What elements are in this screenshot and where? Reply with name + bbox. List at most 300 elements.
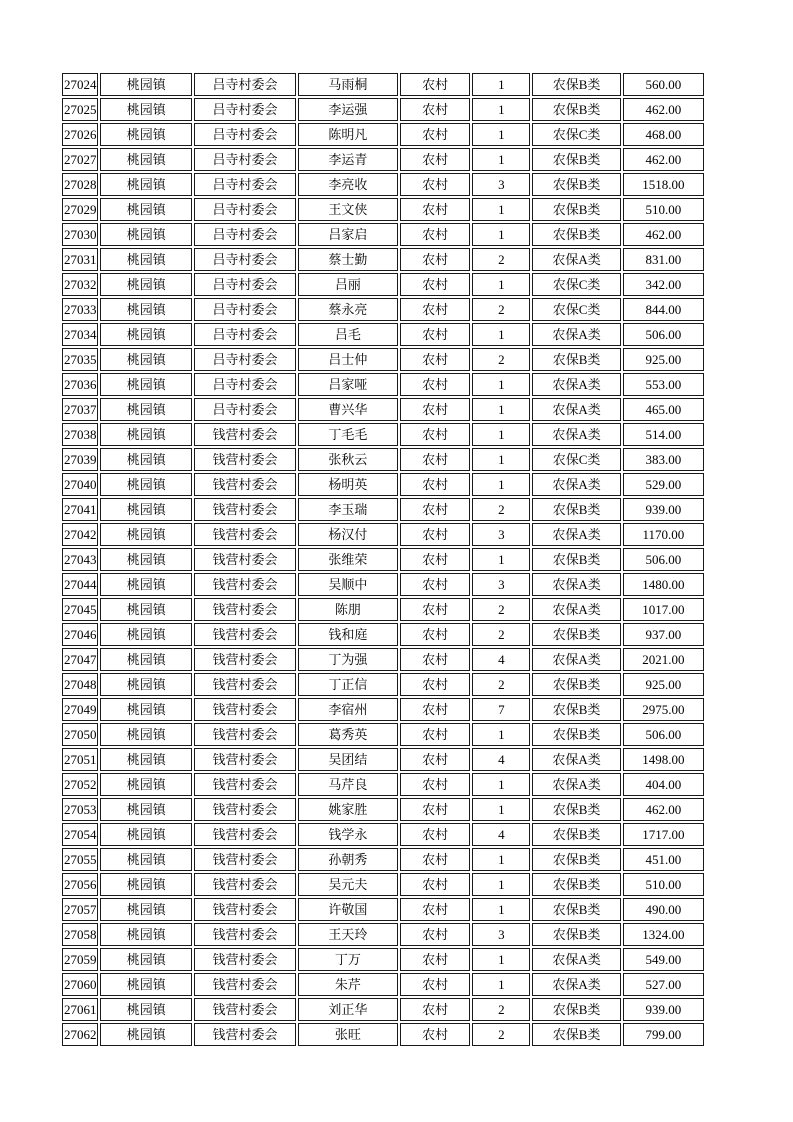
cell-area_type: 农村	[400, 973, 470, 996]
cell-id: 27061	[62, 998, 98, 1021]
cell-area_type: 农村	[400, 223, 470, 246]
cell-amount: 510.00	[623, 873, 704, 896]
cell-name: 葛秀英	[298, 723, 398, 746]
cell-id: 27042	[62, 523, 98, 546]
cell-id: 27026	[62, 123, 98, 146]
cell-person_count: 1	[472, 898, 530, 921]
cell-area_type: 农村	[400, 548, 470, 571]
cell-village: 吕寺村委会	[194, 323, 295, 346]
cell-area_type: 农村	[400, 998, 470, 1021]
cell-name: 王文侠	[298, 198, 398, 221]
cell-village: 吕寺村委会	[194, 73, 295, 96]
cell-category: 农保B类	[532, 898, 620, 921]
cell-name: 李运青	[298, 148, 398, 171]
table-row	[62, 823, 704, 846]
cell-id: 27052	[62, 773, 98, 796]
cell-id: 27037	[62, 398, 98, 421]
cell-area_type: 农村	[400, 773, 470, 796]
cell-village: 钱营村委会	[194, 948, 295, 971]
cell-area_type: 农村	[400, 98, 470, 121]
cell-village: 吕寺村委会	[194, 98, 295, 121]
cell-village: 吕寺村委会	[194, 398, 295, 421]
cell-town: 桃园镇	[100, 123, 192, 146]
cell-id: 27045	[62, 598, 98, 621]
cell-person_count: 4	[472, 823, 530, 846]
cell-category: 农保B类	[532, 198, 620, 221]
cell-category: 农保B类	[532, 223, 620, 246]
cell-name: 刘正华	[298, 998, 398, 1021]
table-row	[62, 398, 704, 421]
cell-amount: 462.00	[623, 223, 704, 246]
cell-town: 桃园镇	[100, 148, 192, 171]
cell-amount: 506.00	[623, 323, 704, 346]
cell-town: 桃园镇	[100, 573, 192, 596]
cell-name: 马芹良	[298, 773, 398, 796]
cell-town: 桃园镇	[100, 623, 192, 646]
cell-area_type: 农村	[400, 448, 470, 471]
cell-town: 桃园镇	[100, 298, 192, 321]
cell-name: 吴顺中	[298, 573, 398, 596]
cell-amount: 383.00	[623, 448, 704, 471]
cell-id: 27043	[62, 548, 98, 571]
cell-village: 钱营村委会	[194, 748, 295, 771]
cell-amount: 553.00	[623, 373, 704, 396]
cell-area_type: 农村	[400, 673, 470, 696]
cell-village: 钱营村委会	[194, 698, 295, 721]
table-row	[62, 698, 704, 721]
cell-name: 许敬国	[298, 898, 398, 921]
cell-name: 陈明凡	[298, 123, 398, 146]
cell-village: 钱营村委会	[194, 923, 295, 946]
cell-person_count: 3	[472, 523, 530, 546]
cell-category: 农保B类	[532, 873, 620, 896]
table-row	[62, 98, 704, 121]
cell-village: 吕寺村委会	[194, 123, 295, 146]
table-row	[62, 873, 704, 896]
cell-town: 桃园镇	[100, 873, 192, 896]
cell-town: 桃园镇	[100, 823, 192, 846]
cell-amount: 549.00	[623, 948, 704, 971]
cell-area_type: 农村	[400, 473, 470, 496]
cell-name: 李宿州	[298, 698, 398, 721]
cell-area_type: 农村	[400, 373, 470, 396]
cell-town: 桃园镇	[100, 348, 192, 371]
cell-id: 27029	[62, 198, 98, 221]
cell-category: 农保B类	[532, 698, 620, 721]
cell-amount: 799.00	[623, 1023, 704, 1046]
cell-amount: 560.00	[623, 73, 704, 96]
cell-town: 桃园镇	[100, 698, 192, 721]
cell-amount: 844.00	[623, 298, 704, 321]
cell-area_type: 农村	[400, 948, 470, 971]
cell-area_type: 农村	[400, 748, 470, 771]
cell-category: 农保B类	[532, 848, 620, 871]
table-row	[62, 348, 704, 371]
cell-person_count: 7	[472, 698, 530, 721]
cell-village: 吕寺村委会	[194, 273, 295, 296]
cell-id: 27031	[62, 248, 98, 271]
cell-id: 27062	[62, 1023, 98, 1046]
cell-village: 钱营村委会	[194, 873, 295, 896]
cell-area_type: 农村	[400, 698, 470, 721]
cell-village: 钱营村委会	[194, 448, 295, 471]
cell-area_type: 农村	[400, 348, 470, 371]
cell-category: 农保B类	[532, 998, 620, 1021]
cell-category: 农保B类	[532, 823, 620, 846]
cell-town: 桃园镇	[100, 173, 192, 196]
cell-amount: 527.00	[623, 973, 704, 996]
cell-area_type: 农村	[400, 298, 470, 321]
cell-person_count: 2	[472, 673, 530, 696]
cell-area_type: 农村	[400, 798, 470, 821]
cell-category: 农保A类	[532, 473, 620, 496]
cell-category: 农保B类	[532, 673, 620, 696]
cell-name: 蔡士勤	[298, 248, 398, 271]
cell-name: 丁正信	[298, 673, 398, 696]
cell-id: 27033	[62, 298, 98, 321]
cell-town: 桃园镇	[100, 598, 192, 621]
cell-amount: 831.00	[623, 248, 704, 271]
cell-category: 农保A类	[532, 398, 620, 421]
cell-name: 张旺	[298, 1023, 398, 1046]
cell-village: 钱营村委会	[194, 848, 295, 871]
table-row	[62, 123, 704, 146]
cell-amount: 462.00	[623, 798, 704, 821]
cell-amount: 490.00	[623, 898, 704, 921]
cell-name: 吴团结	[298, 748, 398, 771]
cell-person_count: 2	[472, 998, 530, 1021]
table-row	[62, 498, 704, 521]
cell-amount: 925.00	[623, 673, 704, 696]
cell-amount: 1498.00	[623, 748, 704, 771]
cell-name: 吕丽	[298, 273, 398, 296]
cell-area_type: 农村	[400, 73, 470, 96]
cell-category: 农保A类	[532, 373, 620, 396]
cell-category: 农保A类	[532, 773, 620, 796]
cell-person_count: 3	[472, 923, 530, 946]
cell-id: 27041	[62, 498, 98, 521]
cell-town: 桃园镇	[100, 723, 192, 746]
cell-person_count: 1	[472, 448, 530, 471]
cell-name: 丁毛毛	[298, 423, 398, 446]
table-row	[62, 248, 704, 271]
cell-person_count: 1	[472, 723, 530, 746]
cell-area_type: 农村	[400, 248, 470, 271]
cell-village: 钱营村委会	[194, 1023, 295, 1046]
cell-person_count: 2	[472, 623, 530, 646]
cell-village: 钱营村委会	[194, 898, 295, 921]
cell-person_count: 2	[472, 348, 530, 371]
cell-town: 桃园镇	[100, 798, 192, 821]
table-row	[62, 73, 704, 96]
cell-town: 桃园镇	[100, 223, 192, 246]
cell-village: 钱营村委会	[194, 798, 295, 821]
cell-village: 吕寺村委会	[194, 198, 295, 221]
cell-area_type: 农村	[400, 323, 470, 346]
cell-name: 孙朝秀	[298, 848, 398, 871]
table-row	[62, 473, 704, 496]
cell-id: 27053	[62, 798, 98, 821]
cell-area_type: 农村	[400, 648, 470, 671]
cell-person_count: 1	[472, 323, 530, 346]
cell-amount: 1017.00	[623, 598, 704, 621]
cell-name: 吕毛	[298, 323, 398, 346]
cell-amount: 1170.00	[623, 523, 704, 546]
cell-category: 农保A类	[532, 573, 620, 596]
cell-name: 陈朋	[298, 598, 398, 621]
cell-town: 桃园镇	[100, 98, 192, 121]
table-row	[62, 773, 704, 796]
cell-town: 桃园镇	[100, 373, 192, 396]
table-row	[62, 848, 704, 871]
cell-id: 27038	[62, 423, 98, 446]
cell-amount: 510.00	[623, 198, 704, 221]
cell-village: 钱营村委会	[194, 423, 295, 446]
cell-category: 农保B类	[532, 98, 620, 121]
cell-category: 农保A类	[532, 948, 620, 971]
cell-person_count: 1	[472, 273, 530, 296]
cell-category: 农保A类	[532, 323, 620, 346]
cell-id: 27044	[62, 573, 98, 596]
cell-category: 农保B类	[532, 1023, 620, 1046]
cell-village: 吕寺村委会	[194, 223, 295, 246]
cell-name: 李运强	[298, 98, 398, 121]
table-row	[62, 923, 704, 946]
cell-name: 丁万	[298, 948, 398, 971]
cell-town: 桃园镇	[100, 448, 192, 471]
cell-person_count: 1	[472, 948, 530, 971]
cell-person_count: 2	[472, 298, 530, 321]
cell-person_count: 2	[472, 1023, 530, 1046]
cell-amount: 2975.00	[623, 698, 704, 721]
cell-amount: 1717.00	[623, 823, 704, 846]
cell-name: 杨汉付	[298, 523, 398, 546]
cell-town: 桃园镇	[100, 248, 192, 271]
table-row	[62, 223, 704, 246]
cell-village: 钱营村委会	[194, 548, 295, 571]
cell-category: 农保B类	[532, 623, 620, 646]
cell-name: 李亮收	[298, 173, 398, 196]
cell-town: 桃园镇	[100, 648, 192, 671]
cell-amount: 2021.00	[623, 648, 704, 671]
cell-village: 吕寺村委会	[194, 298, 295, 321]
table-row	[62, 148, 704, 171]
cell-amount: 404.00	[623, 773, 704, 796]
table-row	[62, 548, 704, 571]
cell-name: 曹兴华	[298, 398, 398, 421]
cell-town: 桃园镇	[100, 73, 192, 96]
table-row	[62, 973, 704, 996]
cell-person_count: 4	[472, 748, 530, 771]
cell-person_count: 1	[472, 548, 530, 571]
table-row	[62, 623, 704, 646]
cell-amount: 451.00	[623, 848, 704, 871]
cell-id: 27039	[62, 448, 98, 471]
cell-name: 张秋云	[298, 448, 398, 471]
cell-amount: 1480.00	[623, 573, 704, 596]
cell-person_count: 2	[472, 498, 530, 521]
table-row	[62, 373, 704, 396]
cell-area_type: 农村	[400, 848, 470, 871]
table-row	[62, 198, 704, 221]
cell-village: 钱营村委会	[194, 973, 295, 996]
cell-area_type: 农村	[400, 573, 470, 596]
cell-id: 27057	[62, 898, 98, 921]
cell-name: 吕士仲	[298, 348, 398, 371]
cell-village: 钱营村委会	[194, 648, 295, 671]
cell-village: 钱营村委会	[194, 823, 295, 846]
cell-name: 钱和庭	[298, 623, 398, 646]
cell-amount: 462.00	[623, 98, 704, 121]
cell-amount: 1518.00	[623, 173, 704, 196]
table-row	[62, 573, 704, 596]
table-row	[62, 998, 704, 1021]
cell-name: 吴元夫	[298, 873, 398, 896]
cell-id: 27040	[62, 473, 98, 496]
cell-id: 27049	[62, 698, 98, 721]
cell-town: 桃园镇	[100, 523, 192, 546]
table-row	[62, 748, 704, 771]
cell-person_count: 1	[472, 773, 530, 796]
cell-category: 农保A类	[532, 648, 620, 671]
table-row	[62, 298, 704, 321]
cell-id: 27025	[62, 98, 98, 121]
cell-town: 桃园镇	[100, 773, 192, 796]
cell-person_count: 1	[472, 198, 530, 221]
cell-amount: 1324.00	[623, 923, 704, 946]
table-row	[62, 898, 704, 921]
cell-id: 27055	[62, 848, 98, 871]
table-body	[62, 73, 704, 1046]
cell-category: 农保A类	[532, 423, 620, 446]
cell-town: 桃园镇	[100, 923, 192, 946]
cell-village: 吕寺村委会	[194, 348, 295, 371]
table-row	[62, 173, 704, 196]
cell-category: 农保C类	[532, 273, 620, 296]
cell-id: 27035	[62, 348, 98, 371]
cell-area_type: 农村	[400, 1023, 470, 1046]
table-row	[62, 948, 704, 971]
cell-town: 桃园镇	[100, 998, 192, 1021]
cell-id: 27028	[62, 173, 98, 196]
cell-id: 27059	[62, 948, 98, 971]
cell-amount: 506.00	[623, 548, 704, 571]
cell-area_type: 农村	[400, 148, 470, 171]
cell-village: 钱营村委会	[194, 773, 295, 796]
cell-name: 王天玲	[298, 923, 398, 946]
cell-name: 杨明英	[298, 473, 398, 496]
cell-category: 农保C类	[532, 123, 620, 146]
cell-person_count: 1	[472, 423, 530, 446]
cell-area_type: 农村	[400, 823, 470, 846]
cell-village: 钱营村委会	[194, 573, 295, 596]
cell-town: 桃园镇	[100, 673, 192, 696]
cell-village: 钱营村委会	[194, 598, 295, 621]
table-row	[62, 648, 704, 671]
cell-amount: 514.00	[623, 423, 704, 446]
cell-person_count: 1	[472, 973, 530, 996]
table-row	[62, 1023, 704, 1046]
cell-name: 姚家胜	[298, 798, 398, 821]
cell-id: 27046	[62, 623, 98, 646]
cell-person_count: 1	[472, 473, 530, 496]
cell-person_count: 1	[472, 373, 530, 396]
cell-category: 农保A类	[532, 973, 620, 996]
cell-category: 农保B类	[532, 348, 620, 371]
cell-person_count: 2	[472, 248, 530, 271]
cell-village: 钱营村委会	[194, 473, 295, 496]
cell-person_count: 4	[472, 648, 530, 671]
cell-category: 农保C类	[532, 448, 620, 471]
cell-village: 钱营村委会	[194, 723, 295, 746]
cell-amount: 925.00	[623, 348, 704, 371]
cell-id: 27032	[62, 273, 98, 296]
cell-area_type: 农村	[400, 623, 470, 646]
cell-category: 农保A类	[532, 598, 620, 621]
cell-id: 27027	[62, 148, 98, 171]
cell-id: 27058	[62, 923, 98, 946]
cell-area_type: 农村	[400, 423, 470, 446]
cell-category: 农保A类	[532, 523, 620, 546]
cell-amount: 939.00	[623, 498, 704, 521]
cell-area_type: 农村	[400, 173, 470, 196]
cell-town: 桃园镇	[100, 273, 192, 296]
cell-village: 吕寺村委会	[194, 148, 295, 171]
cell-amount: 465.00	[623, 398, 704, 421]
table-row	[62, 798, 704, 821]
cell-area_type: 农村	[400, 723, 470, 746]
cell-person_count: 1	[472, 798, 530, 821]
cell-id: 27030	[62, 223, 98, 246]
cell-town: 桃园镇	[100, 473, 192, 496]
cell-amount: 342.00	[623, 273, 704, 296]
table-row	[62, 723, 704, 746]
cell-area_type: 农村	[400, 498, 470, 521]
table-row	[62, 673, 704, 696]
cell-town: 桃园镇	[100, 1023, 192, 1046]
cell-id: 27051	[62, 748, 98, 771]
cell-person_count: 1	[472, 73, 530, 96]
cell-town: 桃园镇	[100, 198, 192, 221]
cell-amount: 506.00	[623, 723, 704, 746]
cell-village: 钱营村委会	[194, 523, 295, 546]
cell-area_type: 农村	[400, 523, 470, 546]
cell-name: 吕家哑	[298, 373, 398, 396]
cell-town: 桃园镇	[100, 973, 192, 996]
cell-amount: 937.00	[623, 623, 704, 646]
cell-id: 27047	[62, 648, 98, 671]
cell-name: 吕家启	[298, 223, 398, 246]
cell-id: 27054	[62, 823, 98, 846]
cell-amount: 468.00	[623, 123, 704, 146]
cell-id: 27036	[62, 373, 98, 396]
cell-amount: 462.00	[623, 148, 704, 171]
cell-name: 朱芹	[298, 973, 398, 996]
cell-category: 农保A类	[532, 748, 620, 771]
cell-category: 农保B类	[532, 723, 620, 746]
cell-town: 桃园镇	[100, 498, 192, 521]
cell-person_count: 1	[472, 98, 530, 121]
cell-name: 李玉瑞	[298, 498, 398, 521]
benefit-roster-table	[60, 71, 706, 1048]
cell-category: 农保B类	[532, 148, 620, 171]
cell-town: 桃园镇	[100, 548, 192, 571]
table-row	[62, 273, 704, 296]
cell-amount: 529.00	[623, 473, 704, 496]
cell-town: 桃园镇	[100, 323, 192, 346]
cell-person_count: 1	[472, 398, 530, 421]
cell-id: 27024	[62, 73, 98, 96]
